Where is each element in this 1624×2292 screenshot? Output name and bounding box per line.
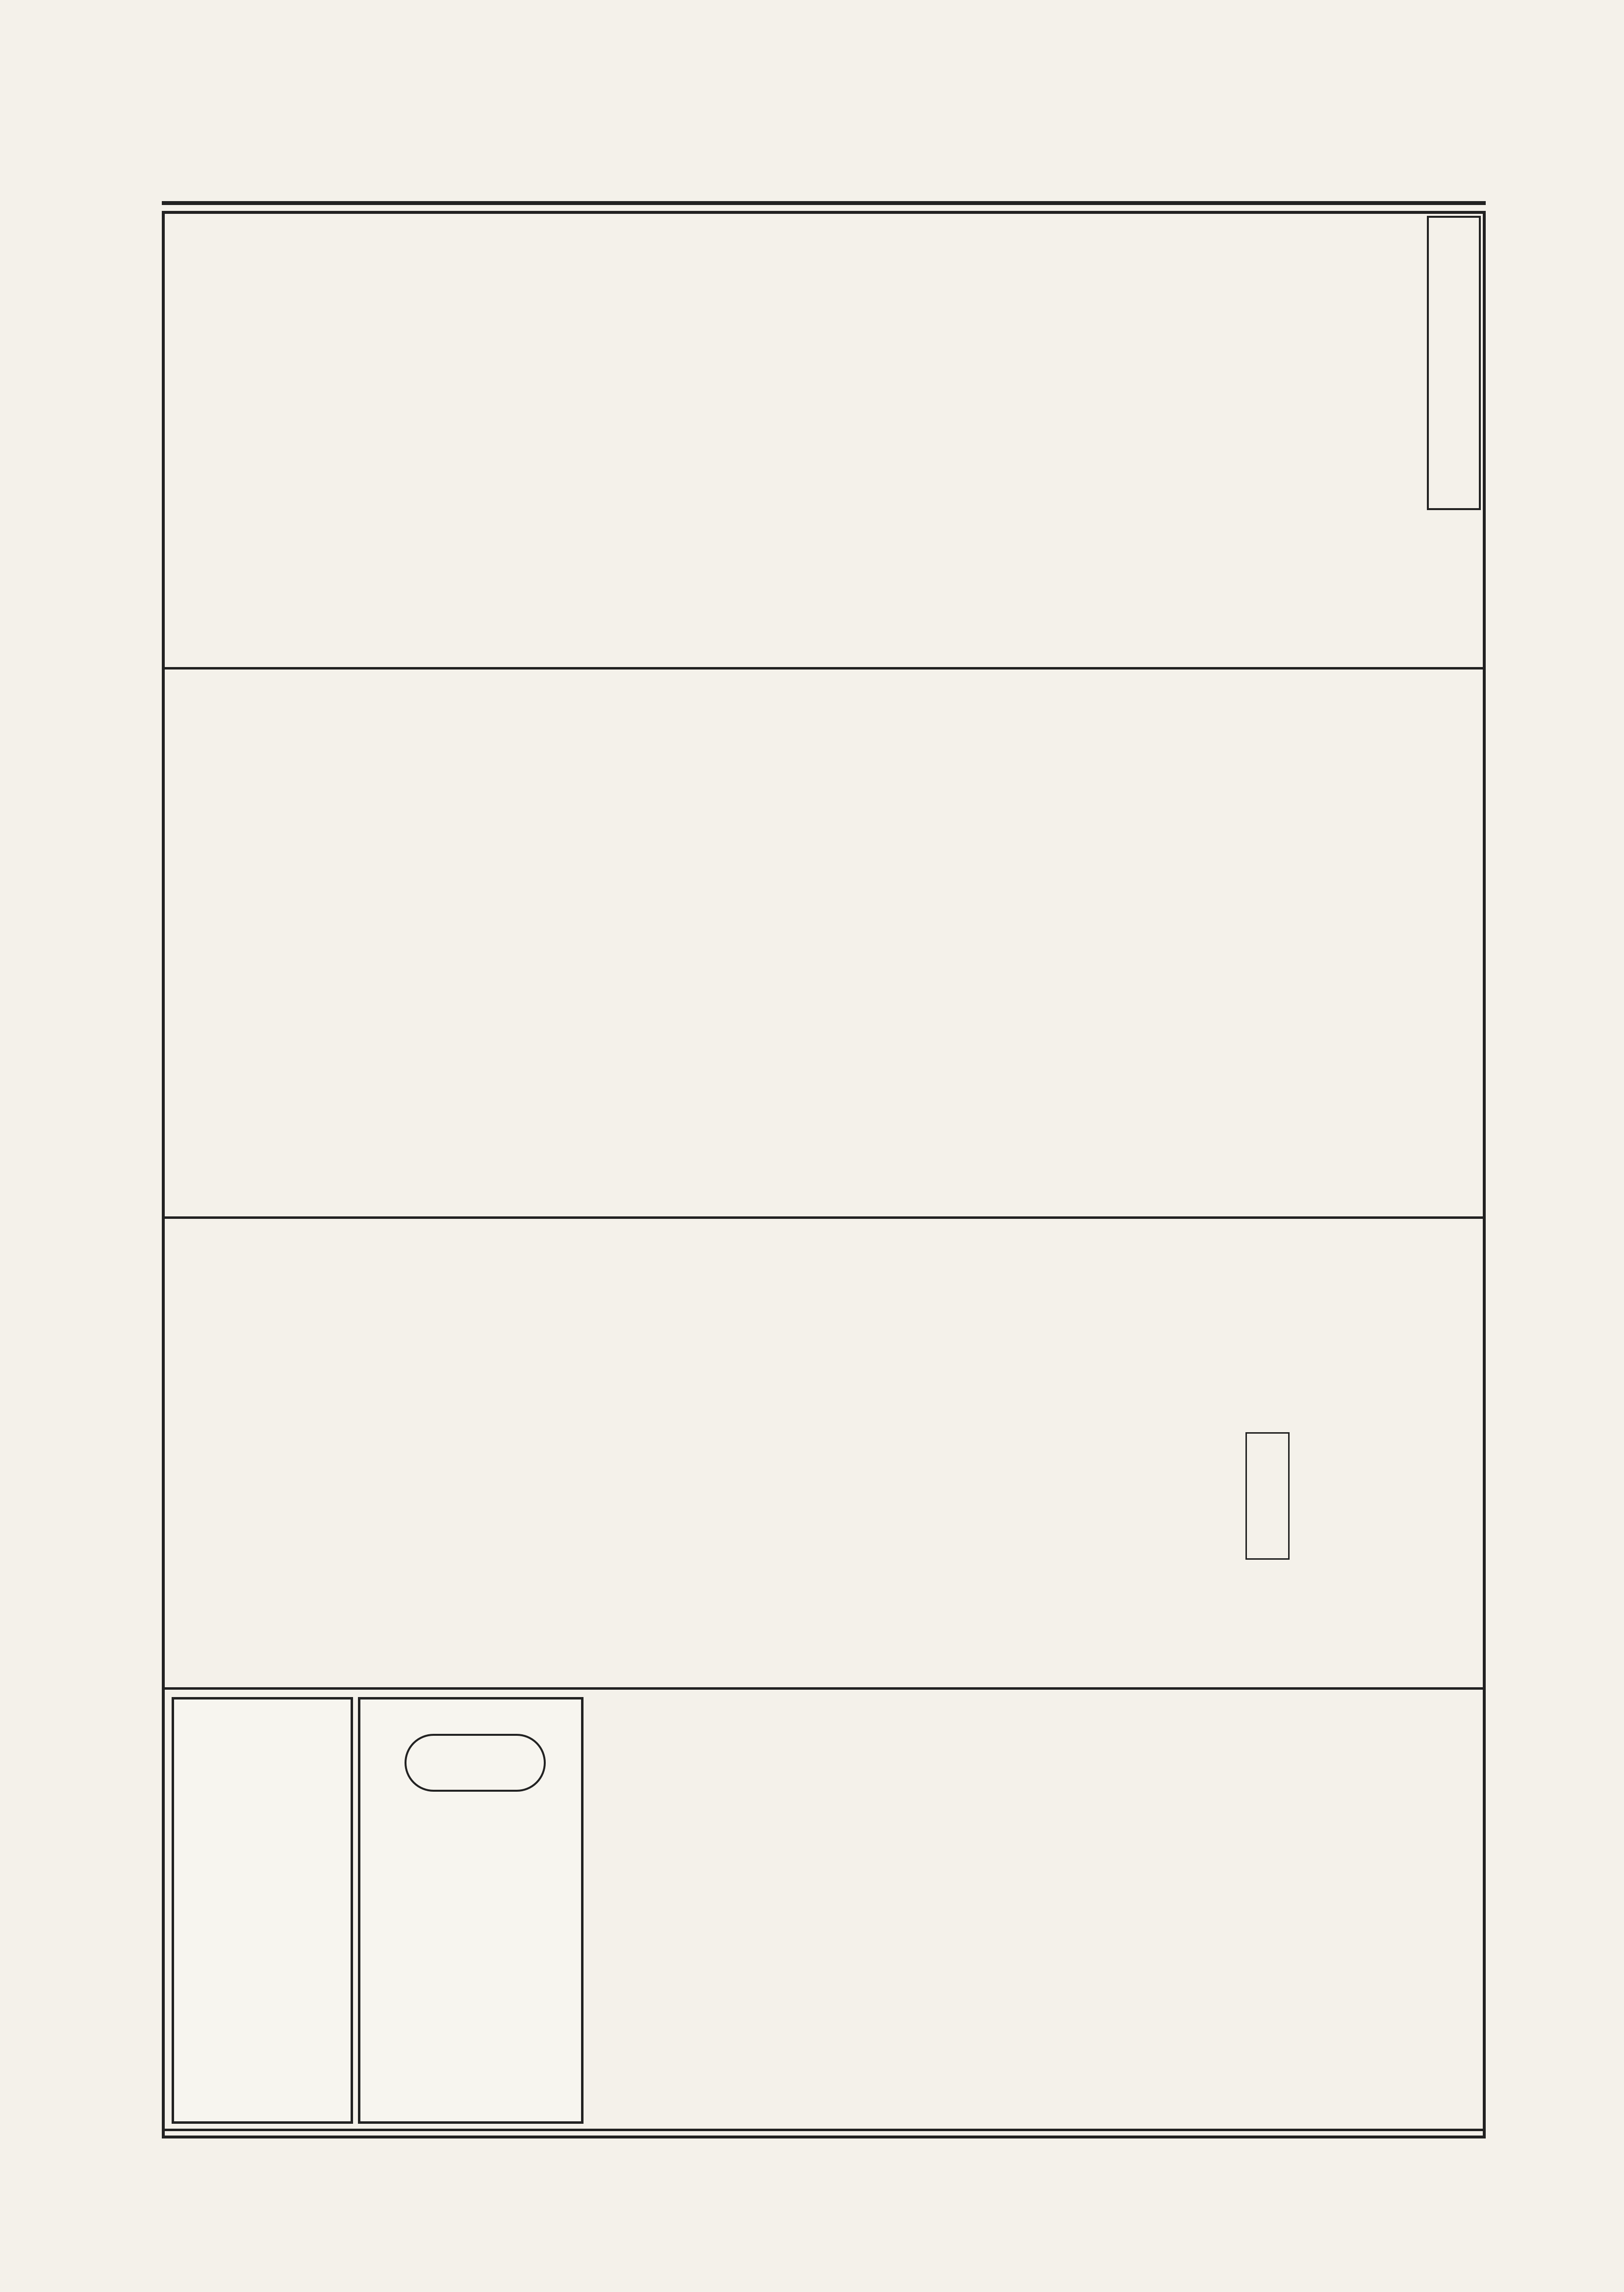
masthead xyxy=(162,147,1486,201)
district-2-3 xyxy=(1216,1226,1245,1422)
hu-headline-2 xyxy=(1314,677,1363,1207)
masthead-rule xyxy=(162,201,1486,205)
house-body xyxy=(184,1729,297,2102)
district-body-1 xyxy=(1069,1226,1211,1687)
divider-4 xyxy=(162,2129,1486,2131)
su-org-body xyxy=(770,221,990,652)
tier2-mid-head xyxy=(711,682,750,976)
jinan-sub-wrap xyxy=(1304,1736,1329,1932)
hu-prop-body xyxy=(495,1226,633,1687)
northern-headline xyxy=(711,221,765,652)
northern-body xyxy=(441,221,682,652)
brief-title-box xyxy=(1427,216,1481,510)
tier3-left-body xyxy=(172,1226,490,1687)
optical-ad xyxy=(358,1697,584,2124)
hu-prop-sub-wrap xyxy=(637,1256,660,1530)
su-org-sub-wrap xyxy=(995,255,1020,647)
tier4-right-body xyxy=(1417,1697,1481,2129)
house-ad xyxy=(172,1697,353,2124)
su-org-headline xyxy=(1020,221,1064,652)
tier2-far-right-body xyxy=(1412,677,1481,1207)
hu-subs-2 xyxy=(1258,706,1285,1197)
training-headline xyxy=(1314,216,1422,657)
district-10-box xyxy=(1245,1432,1290,1560)
district-3-1 xyxy=(1035,1226,1064,1422)
jinan-head-1 xyxy=(1368,1697,1412,1991)
training-subs xyxy=(1275,275,1314,657)
northern-sub-wrap xyxy=(686,540,711,652)
hu-subs xyxy=(1285,706,1312,1197)
capital-head xyxy=(794,1702,834,2124)
divider-1 xyxy=(162,667,1486,670)
capital-sub-wrap xyxy=(770,1746,794,2089)
district-body-2 xyxy=(883,1226,1030,1687)
divider-2 xyxy=(162,1216,1486,1219)
jinan-body xyxy=(1196,1697,1299,2129)
capital-pre-wrap xyxy=(834,1702,858,1947)
tier2-left-body xyxy=(172,677,706,1207)
hu-body xyxy=(755,677,1253,1207)
taiyuan-body xyxy=(863,1697,1123,2129)
jinan-head-2 xyxy=(1329,1697,1368,1991)
hu-headline-1 xyxy=(1363,677,1412,1207)
taiyuan-head xyxy=(1152,1697,1196,2129)
training-subs-2 xyxy=(1241,275,1275,657)
district-5-9 xyxy=(848,1226,878,1422)
tier3-right-body xyxy=(1319,1226,1481,1697)
training-body xyxy=(1064,221,1236,652)
northern-body-2 xyxy=(172,221,412,652)
hu-prop-head-2 xyxy=(662,1226,696,1520)
capital-body xyxy=(588,1697,765,2129)
taiyuan-sub-wrap xyxy=(1128,1736,1152,2080)
northern-sec-wrap xyxy=(417,226,441,432)
optical-logo xyxy=(405,1734,546,1792)
hu-prop-head-1 xyxy=(696,1226,731,1520)
district-body-3 xyxy=(736,1226,843,1687)
